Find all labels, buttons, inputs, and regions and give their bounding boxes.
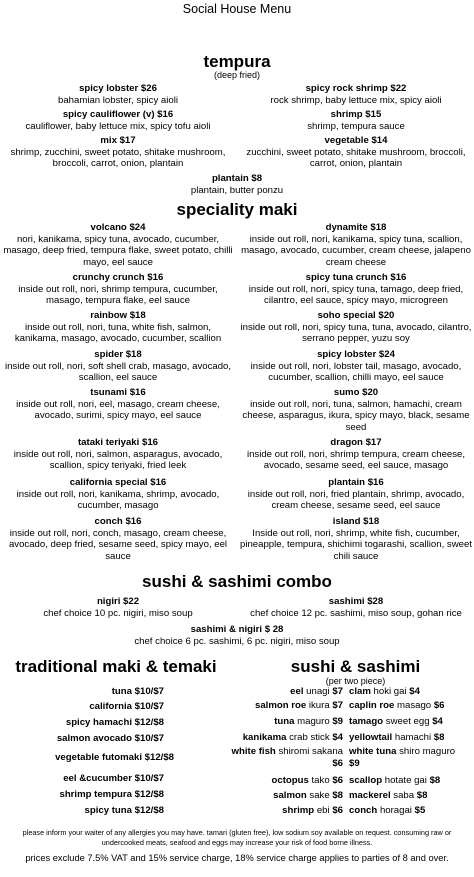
- traditional-item: spicy hamachi $12/$8: [65, 717, 164, 728]
- item-desc: plantain, butter ponzu: [190, 184, 284, 196]
- maki-item: [240, 272, 472, 307]
- item-name: shrimp: [282, 805, 315, 816]
- sashimi-item: [236, 790, 343, 802]
- maki-item: [240, 477, 472, 512]
- sashimi-item: [236, 775, 343, 787]
- item-name: caplin roe: [349, 700, 395, 711]
- sashimi-item: [349, 805, 472, 817]
- item-desc: inside out roll, nori, conch, masago, cream cheese, avocado, deep fried, sesame seed, spicy mayo, eel sauce: [8, 527, 228, 562]
- maki-item: [2, 437, 234, 472]
- tempura-item: [240, 109, 472, 132]
- item-desc: shrimp, tempura sauce: [307, 120, 405, 132]
- item-desc: inside out roll, nori, spicy tuna, tuna, avocado, cilantro, serrano pepper, yuzu soy: [240, 321, 472, 344]
- item-jp: unagi: [306, 686, 330, 697]
- item-jp: shiromi sakana: [278, 746, 343, 757]
- item-name: conch: [349, 805, 378, 816]
- item-name: california special $16: [69, 477, 167, 488]
- item-jp: masago: [397, 700, 432, 711]
- item-jp: sake: [309, 790, 330, 801]
- item-name: octopus: [271, 775, 309, 786]
- allergy-notice: please inform your waiter of any allergies you may have. tamari (gluten free), low sodium soy available on request. consuming raw or undercooked meats, seafood and eggs may increase your risk of food borne illness.: [22, 828, 452, 847]
- item-name: plantain $8: [211, 173, 263, 184]
- maki-item: [2, 387, 234, 422]
- item-name: sashimi $28: [328, 596, 384, 607]
- item-desc: inside out roll, nori, lobster tail, masago, avocado, cucumber, scallion, chilli mayo, eel sauce: [250, 360, 462, 383]
- maki-item: [240, 387, 472, 433]
- item-name: white tuna: [349, 746, 397, 757]
- item-name: sumo $20: [333, 387, 379, 398]
- maki-item: [2, 222, 234, 268]
- item-desc: inside out roll, nori, spicy tuna, tamago, deep fried, cilantro, eel sauce, spicy mayo, microgreen: [248, 283, 464, 306]
- combo-item: [0, 624, 474, 647]
- sashimi-item: [236, 805, 343, 817]
- item-name: scallop: [349, 775, 383, 786]
- tempura-item: [240, 83, 472, 106]
- item-name: rainbow $18: [90, 310, 146, 321]
- maki-item: [240, 349, 472, 384]
- item-jp: hoki gai: [373, 686, 407, 697]
- item-price: $9: [349, 757, 360, 769]
- item-name: tsunami $16: [90, 387, 146, 398]
- item-price: $6: [332, 775, 343, 786]
- menu-title: Social House Menu: [182, 2, 292, 16]
- item-price: $6: [433, 700, 445, 711]
- item-name: volcano $24: [90, 222, 146, 233]
- item-desc: nori, kanikama, spicy tuna, avocado, cucumber, masago, deep fried, tempura flake, sweet potato, chilli mayo, eel sauce: [3, 233, 233, 268]
- tempura-item: [2, 109, 234, 132]
- item-name: white fish: [231, 746, 276, 757]
- item-price: $4: [332, 732, 343, 743]
- maki-item: [240, 310, 472, 345]
- traditional-heading: traditional maki & temaki: [15, 657, 217, 676]
- item-price: $7: [332, 700, 343, 711]
- item-jp: crab stick: [289, 732, 330, 743]
- maki-item: [240, 516, 472, 562]
- sashimi-item: [349, 746, 459, 769]
- item-name: spicy lobster $26: [79, 83, 157, 94]
- item-jp: sweet egg: [385, 716, 430, 727]
- item-name: spicy rock shrimp $22: [305, 83, 407, 94]
- sashimi-item: [349, 775, 472, 787]
- item-name: spicy lobster $24: [317, 349, 395, 360]
- traditional-item: salmon avocado $10/$7: [56, 733, 164, 744]
- item-jp: saba: [393, 790, 415, 801]
- maki-heading: speciality maki: [176, 200, 298, 219]
- item-jp: ebi: [316, 805, 330, 816]
- sashimi-item: [236, 716, 343, 728]
- item-desc: inside out roll, nori, shrimp tempura, cream cheese, avocado, sesame seed, eel sauce, masago: [246, 448, 466, 471]
- tempura-subtitle: (deep fried): [213, 70, 261, 80]
- item-name: spicy cauliflower (v) $16: [62, 109, 174, 120]
- item-desc: inside out roll, nori, kanikama, spicy tuna, scallion, masago, avocado, cucumber, cream cheese, jalapeno cream cheese: [241, 233, 471, 268]
- tempura-item: [0, 173, 474, 196]
- item-price: $8: [416, 790, 428, 801]
- item-price: $8: [429, 775, 441, 786]
- tempura-item: [2, 83, 234, 106]
- item-desc: bahamian lobster, spicy aioli: [58, 94, 178, 106]
- maki-item: [2, 477, 234, 512]
- item-name: spicy tuna crunch $16: [305, 272, 407, 283]
- item-jp: ikura: [308, 700, 330, 711]
- maki-item: [2, 349, 234, 384]
- item-name: yellowtail: [349, 732, 393, 743]
- item-price: $6: [332, 757, 343, 769]
- item-price: $4: [432, 716, 443, 727]
- item-name: island $18: [332, 516, 380, 527]
- combo-item: [240, 596, 472, 619]
- item-name: kanikama: [242, 732, 287, 743]
- item-desc: inside out roll, nori, tuna, white fish, salmon, kanikama, masago, avocado, cucumber, scallion: [14, 321, 222, 344]
- traditional-item: spicy tuna $12/$8: [84, 805, 164, 816]
- item-name: shrimp $15: [330, 109, 382, 120]
- item-desc: chef choice 6 pc. sashimi, 6 pc. nigiri, miso soup: [134, 635, 340, 647]
- sashimi-item: [349, 700, 472, 712]
- item-price: $4: [409, 686, 420, 697]
- item-desc: chef choice 10 pc. nigiri, miso soup: [43, 607, 193, 619]
- item-name: sashimi & nigiri $ 28: [190, 624, 284, 635]
- item-name: eel: [290, 686, 304, 697]
- item-desc: inside out roll, nori, shrimp tempura, cucumber, masago, tempura flake, eel sauce: [18, 283, 218, 306]
- sashimi-item: [236, 700, 343, 712]
- pricing-notice: prices exclude 7.5% VAT and 15% service charge, 18% service charge applies to parties of 8 and over.: [25, 853, 449, 863]
- item-desc: chef choice 12 pc. sashimi, miso soup, gohan rice: [250, 607, 462, 619]
- item-desc: inside out roll, nori, salmon, asparagus, avocado, scallion, spicy teriyaki, fried leek: [13, 448, 223, 471]
- item-desc: inside out roll, nori, fried plantain, shrimp, avocado, cream cheese, sesame seed, eel sauce: [247, 488, 465, 511]
- item-name: salmon: [273, 790, 307, 801]
- sashimi-item: [349, 686, 472, 698]
- sashimi-item: [349, 716, 472, 728]
- traditional-item: shrimp tempura $12/$8: [59, 789, 164, 800]
- tempura-item: [240, 135, 472, 170]
- item-jp: hotate gai: [384, 775, 427, 786]
- item-desc: inside out roll, nori, tuna, salmon, hamachi, cream cheese, asparagus, ikura, spicy mayo, black, sesame seed: [242, 398, 470, 433]
- item-name: tamago: [349, 716, 384, 727]
- maki-item: [2, 516, 234, 562]
- maki-item: [2, 272, 234, 307]
- item-desc: cauliflower, baby lettuce mix, spicy tofu aioli: [25, 120, 211, 132]
- item-jp: tako: [311, 775, 330, 786]
- item-name: dynamite $18: [325, 222, 387, 233]
- item-name: mackerel: [349, 790, 391, 801]
- item-desc: zucchini, sweet potato, shitake mushroom, broccoli, carrot, onion, plantain: [246, 146, 466, 169]
- traditional-item: vegetable futomaki $12/$8: [55, 752, 174, 763]
- sushi-sashimi-subtitle: (per two piece): [325, 676, 386, 686]
- item-price: $9: [332, 716, 343, 727]
- item-jp: shiro maguro: [399, 746, 456, 757]
- item-name: tataki teriyaki $16: [77, 437, 158, 448]
- tempura-item: [2, 135, 234, 170]
- sashimi-item: [236, 686, 343, 698]
- traditional-item: eel &cucumber $10/$7: [63, 773, 164, 784]
- maki-item: [240, 437, 472, 472]
- item-jp: maguro: [297, 716, 330, 727]
- tempura-heading: tempura: [203, 52, 271, 71]
- item-desc: inside out roll, nori, eel, masago, cream cheese, avocado, surimi, spicy mayo, eel sauce: [16, 398, 220, 421]
- item-name: crunchy crunch $16: [72, 272, 164, 283]
- item-price: $6: [332, 805, 343, 816]
- combo-heading: sushi & sashimi combo: [142, 572, 332, 591]
- item-desc: rock shrimp, baby lettuce mix, spicy aioli: [270, 94, 442, 106]
- item-price: $5: [414, 805, 426, 816]
- maki-item: [240, 222, 472, 268]
- item-name: dragon $17: [330, 437, 382, 448]
- traditional-item: tuna $10/$7: [111, 686, 164, 697]
- sashimi-item: [349, 790, 472, 802]
- item-desc: Inside out roll, nori, shrimp, white fish, cucumber, pineapple, tempura, shichimi togarashi, scallion, sweet chili sauce: [240, 527, 472, 562]
- item-name: conch $16: [94, 516, 142, 527]
- item-name: nigiri $22: [96, 596, 140, 607]
- item-jp: horagai: [379, 805, 412, 816]
- combo-item: [2, 596, 234, 619]
- item-price: $7: [332, 686, 343, 697]
- item-name: salmon roe: [255, 700, 307, 711]
- sashimi-item: [349, 732, 472, 744]
- maki-item: [2, 310, 234, 345]
- item-name: plantain $16: [328, 477, 384, 488]
- item-name: soho special $20: [317, 310, 395, 321]
- item-desc: shrimp, zucchini, sweet potato, shitake mushroom, broccoli, carrot, onion, plantain: [10, 146, 226, 169]
- item-name: clam: [349, 686, 371, 697]
- item-name: vegetable $14: [324, 135, 388, 146]
- traditional-item: california $10/$7: [89, 701, 164, 712]
- sashimi-item: [230, 746, 343, 769]
- item-name: mix $17: [100, 135, 136, 146]
- item-price: $8: [332, 790, 343, 801]
- item-jp: hamachi: [394, 732, 432, 743]
- item-price: $8: [433, 732, 445, 743]
- item-desc: inside out roll, nori, soft shell crab, masago, avocado, scallion, eel sauce: [4, 360, 232, 383]
- sushi-sashimi-heading: sushi & sashimi: [290, 657, 421, 676]
- item-desc: inside out roll, nori, kanikama, shrimp, avocado, cucumber, masago: [16, 488, 220, 511]
- item-name: tuna: [274, 716, 295, 727]
- sashimi-item: [236, 732, 343, 744]
- item-name: spider $18: [94, 349, 142, 360]
